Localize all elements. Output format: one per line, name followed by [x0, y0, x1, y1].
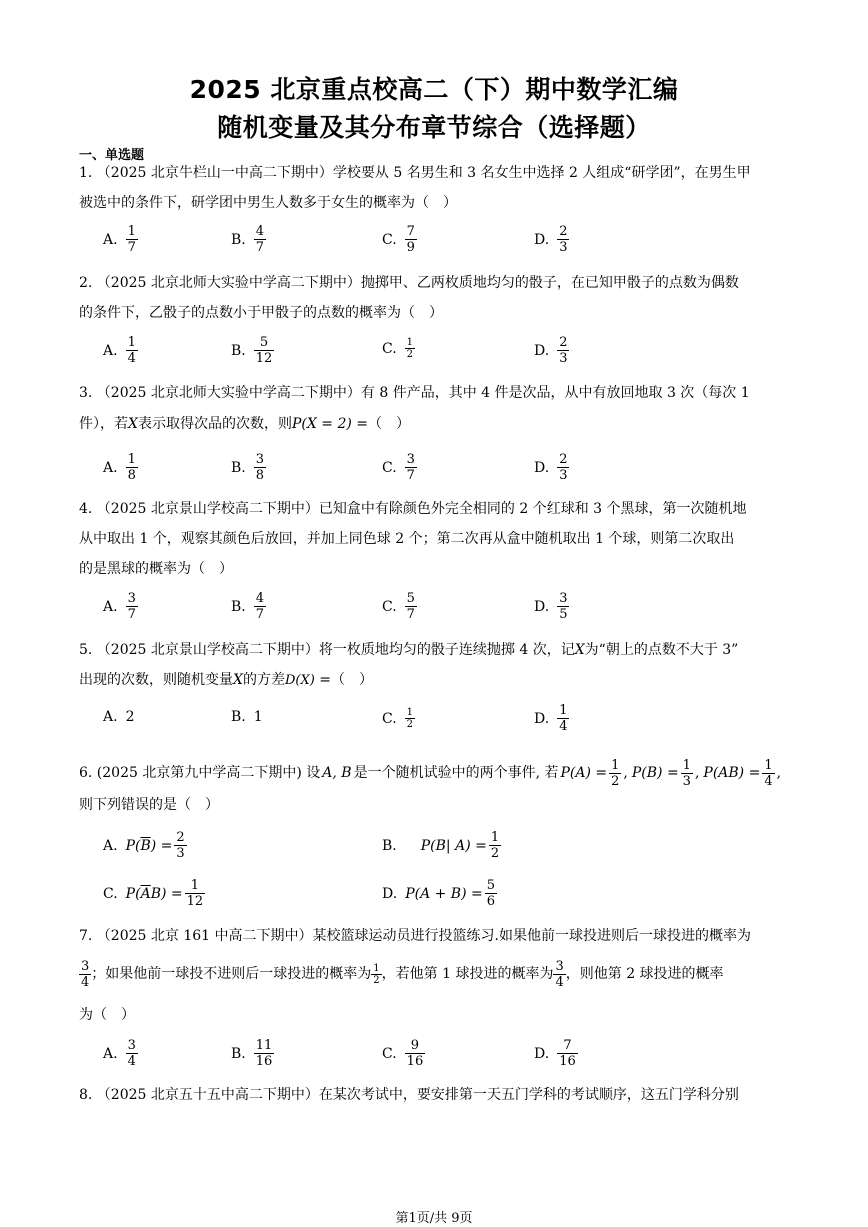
option-a: A. $\frac{3}{7}$	[103, 591, 136, 622]
option-d: D. $\frac{2}{3}$	[534, 452, 568, 483]
option-a: A. 2	[103, 709, 135, 725]
option-c: C. $\frac{1}{2}$	[382, 707, 414, 730]
question-6-line-1: 6. (2025 北京第九中学高二下期中) 设 A, B 是一个随机试验中的两个事件, 若 P(A) = $\frac{1}{2}$ , P(B) = $\frac{1}{3}$ , P(AB) = $\frac{1}{4}$ ,	[79, 757, 782, 789]
question-6-line-2: 则下列错误的是（ ）	[79, 797, 219, 813]
question-5-line-2: 出现的次数，则随机变量X的方差D(X) =（ ）	[79, 672, 373, 688]
question-7-line-2: $\frac{3}{4}$ ；如果他前一球投不进则后一球投进的概率为 $\frac{1}{2}$ ，若他第 1 球投进的概率为 $\frac{3}{4}$ ，则他第 2 球投进的概率	[81, 958, 724, 990]
option-c: C. $\frac{3}{7}$	[382, 452, 415, 483]
question-1-line-2: 被选中的条件下，研学团中男生人数多于女生的概率为（ ）	[79, 195, 457, 211]
title-line-1: 2025 北京重点校高二（下）期中数学汇编	[189, 75, 679, 104]
question-8-line-1: 8. （2025 北京五十五中高二下期中）在某次考试中，要安排第一天五门学科的考试顺序，这五门学科分别	[79, 1087, 739, 1103]
option-d: D. $\frac{7}{16}$	[534, 1038, 576, 1069]
option-d: D. $\frac{3}{5}$	[534, 591, 568, 622]
option-b: B. $\frac{5}{12}$	[231, 335, 273, 366]
question-5-line-1: 5. （2025 北京景山学校高二下期中）将一枚质地均匀的骰子连续抛掷 4 次，记X为“朝上的点数不大于 3”	[79, 642, 739, 658]
question-4-line-1: 4. （2025 北京景山学校高二下期中）已知盒中有除颜色外完全相同的 2 个红球和 3 个黑球，第一次随机地	[79, 501, 747, 517]
question-2-line-1: 2. （2025 北京北师大实验中学高二下期中）抛掷甲、乙两枚质地均匀的骰子，在已知甲骰子的点数为偶数	[79, 275, 739, 291]
option-d: D. P(A + B) = $\frac{5}{6}$	[382, 878, 496, 909]
option-c: C. $P(\overline{A}B)$ = $\frac{1}{12}$	[103, 878, 204, 909]
option-c: C. $\frac{7}{9}$	[382, 224, 415, 255]
option-b: B. P(B| A) = $\frac{1}{2}$	[382, 830, 500, 861]
option-b: B. $\frac{4}{7}$	[231, 224, 265, 255]
option-c: C. $\frac{5}{7}$	[382, 591, 415, 622]
question-4-line-3: 的是黑球的概率为（ ）	[79, 561, 233, 577]
option-a: A. $\frac{3}{4}$	[103, 1038, 136, 1069]
option-c: C. $\frac{1}{2}$	[382, 337, 414, 360]
option-b: B. $\frac{3}{8}$	[231, 452, 265, 483]
section-heading: 一、单选题	[79, 148, 145, 163]
option-a: A. $\frac{1}{4}$	[103, 335, 136, 366]
question-1-line-1: 1. （2025 北京牛栏山一中高二下期中）学校要从 5 名男生和 3 名女生中选择 2 人组成“研学团”，在男生甲	[79, 165, 751, 181]
option-b: B. 1	[231, 709, 263, 725]
title-line-2: 随机变量及其分布章节综合（选择题）	[217, 113, 651, 142]
question-7-line-1: 7. （2025 北京 161 中高二下期中）某校篮球运动员进行投篮练习.如果他前一球投进则后一球投进的概率为	[79, 928, 751, 944]
option-b: B. $\frac{11}{16}$	[231, 1038, 273, 1069]
option-a: A. $\frac{1}{8}$	[103, 452, 136, 483]
option-d: D. $\frac{2}{3}$	[534, 224, 568, 255]
question-7-line-3: 为（ ）	[79, 1007, 135, 1023]
question-4-line-2: 从中取出 1 个，观察其颜色后放回，并加上同色球 2 个；第二次再从盒中随机取出 1 个球，则第二次取出	[79, 531, 735, 547]
question-3-line-1: 3. （2025 北京北师大实验中学高二下期中）有 8 件产品，其中 4 件是次品，从中有放回地取 3 次（每次 1	[79, 385, 750, 401]
question-3-line-2: 件），若X表示取得次品的次数，则P(X = 2) =（ ）	[79, 416, 411, 432]
option-a: A. $P(\overline{B})$ = $\frac{2}{3}$	[103, 830, 185, 861]
option-a: A. $\frac{1}{7}$	[103, 224, 136, 255]
page-footer: 第1页/共 9页	[395, 1211, 473, 1226]
option-d: D. $\frac{1}{4}$	[534, 703, 568, 734]
option-d: D. $\frac{2}{3}$	[534, 335, 568, 366]
question-2-line-2: 的条件下，乙骰子的点数小于甲骰子的点数的概率为（ ）	[79, 305, 443, 321]
option-b: B. $\frac{4}{7}$	[231, 591, 265, 622]
option-c: C. $\frac{9}{16}$	[382, 1038, 424, 1069]
